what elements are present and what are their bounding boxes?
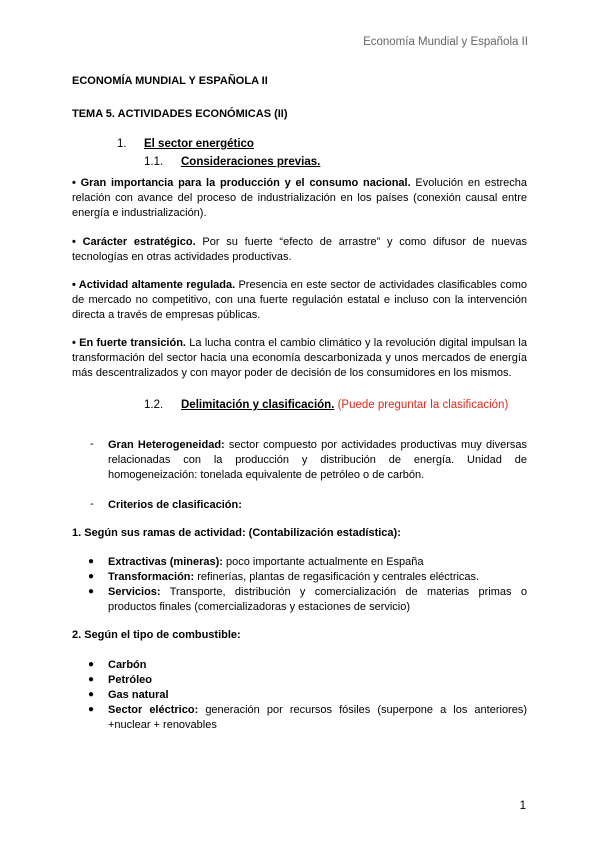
point-strategic-text: Por su fuerte “efecto de arrastre” y como difusor de nuevas tecnologías en otras actividades productivas. (72, 236, 527, 264)
list-item (108, 688, 527, 703)
section-1-number: 1. (117, 138, 127, 150)
criteria-heading: Criterios de clasificación: (108, 499, 242, 511)
list-item (108, 585, 527, 615)
section-1-2-number: 1.2. (144, 399, 164, 411)
section-1-1-number: 1.1. (144, 156, 164, 168)
list-item-text: generación por recursos fósiles (superpone a los anteriores) +nuclear + renovables (108, 704, 528, 731)
list-item-label: Sector eléctrico: (108, 704, 199, 716)
bullet-icon: ● (88, 571, 95, 582)
list-item-text: poco importante actualmente en España (222, 556, 424, 568)
point-importance-text: Evolución en estrecha relación con avance del proceso de industrialización en los países (conexión causal entre energía e industrialización). (72, 177, 527, 220)
page-number: 1 (519, 800, 526, 812)
point-transition (72, 336, 527, 382)
heterogeneity-text: sector compuesto por actividades productivas muy diversas relacionadas con la producción y distribución de energía. Unidad de homogeneización: tonelada equivalente de petróleo o de carbón. (108, 439, 527, 482)
list-item-text: Transporte, distribución y comercialización de materias primas o productos finales (comercializadoras y estaciones de servicio) (108, 586, 527, 613)
topic-title: TEMA 5. ACTIVIDADES ECONÓMICAS (II) (72, 108, 288, 120)
point-strategic (72, 235, 527, 265)
section-1-2-heading (181, 399, 508, 411)
section-1-2-note: (Puede preguntar la clasificación) (334, 399, 509, 411)
list-item-text: refinerías, plantas de regasificación y centrales eléctricas. (194, 571, 480, 583)
document-title: ECONOMÍA MUNDIAL Y ESPAÑOLA II (72, 75, 268, 87)
point-regulated-text: Presencia en este sector de actividades clasificables como de mercado no competitivo, con una fuerte regulación estatal e incluso con la intervención directa a través de empresas públicas. (72, 279, 527, 322)
point-regulated (72, 278, 527, 324)
section-1-title: El sector energético (144, 138, 254, 150)
bullet-icon: ● (88, 674, 95, 685)
heterogeneity-label: Gran Heterogeneidad: (108, 439, 225, 451)
list-item (108, 658, 527, 673)
criterion-2-title: 2. Según el tipo de combustible: (72, 629, 241, 641)
point-importance-label: • Gran importancia para la producción y el consumo nacional. (72, 177, 411, 189)
section-1-2-title: Delimitación y clasificación. (181, 399, 335, 411)
bullet-icon: ● (88, 689, 95, 700)
list-item-label: Gas natural (108, 689, 169, 701)
point-strategic-label: • Carácter estratégico. (72, 236, 196, 248)
criterion-1-title: 1. Según sus ramas de actividad: (Contabilización estadística): (72, 527, 401, 539)
dash-mark: - (90, 438, 94, 450)
point-transition-text: La lucha contra el cambio climático y la revolución digital impulsan la transformación del sector hacia una economía descarbonizada y unos mercados de energía más descentralizados y con mayor poder de decisión de los consumidores en los mismos. (72, 337, 527, 380)
list-item-label: Petróleo (108, 674, 153, 686)
list-item (108, 703, 527, 733)
page-header: Economía Mundial y Española II (363, 36, 528, 48)
list-item (108, 673, 527, 688)
point-transition-label: • En fuerte transición. (72, 337, 186, 349)
list-item-label: Carbón (108, 659, 147, 671)
point-regulated-label: • Actividad altamente regulada. (72, 279, 236, 291)
bullet-icon: ● (88, 556, 95, 567)
list-item-label: Transformación: (108, 571, 195, 583)
dash-mark: - (90, 498, 94, 510)
bullet-icon: ● (88, 659, 95, 670)
list-item-label: Servicios: (108, 586, 161, 598)
bullet-icon: ● (88, 704, 95, 715)
list-item-label: Extractivas (mineras): (108, 556, 223, 568)
bullet-icon: ● (88, 586, 95, 597)
list-item (108, 570, 527, 585)
point-importance (72, 176, 527, 222)
heterogeneity-item (108, 438, 527, 484)
section-1-1-title: Consideraciones previas. (181, 156, 321, 168)
list-item (108, 555, 527, 570)
